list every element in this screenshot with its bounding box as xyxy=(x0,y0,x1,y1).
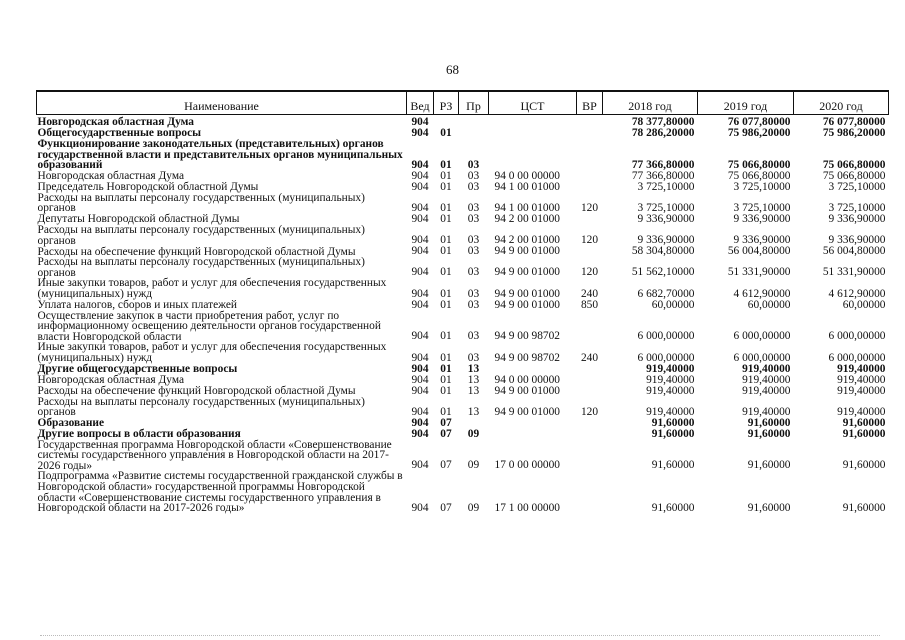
cell-cst: 94 9 00 01000 xyxy=(494,266,560,279)
header-2020: 2020 год xyxy=(794,91,889,115)
cell-cst: 94 9 00 01000 xyxy=(494,287,560,300)
cell-name: Иные закупки товаров, работ и услуг для обеспечения государственных (муниципальных) нужд xyxy=(37,277,387,300)
cell-y2019: 56 004,80000 xyxy=(727,245,791,258)
cell-y2020: 51 331,90000 xyxy=(822,266,886,279)
header-cst: ЦСТ xyxy=(489,91,577,115)
cell-name: Уплата налогов, сборов и иных платежей xyxy=(37,298,237,311)
cell-ved: 904 xyxy=(411,373,429,386)
table-row xyxy=(37,342,889,363)
cell-y2018: 919,40000 xyxy=(646,362,695,375)
cell-y2020: 76 077,80000 xyxy=(822,116,886,128)
cell-cst: 94 2 00 01000 xyxy=(494,234,560,247)
cell-rz: 07 xyxy=(440,459,452,472)
cell-vr xyxy=(577,246,603,257)
cell-cst: 94 9 00 01000 xyxy=(494,384,560,397)
cell-ved: 904 xyxy=(411,158,429,171)
cell-pr: 03 xyxy=(467,298,480,311)
cell-ved: 904 xyxy=(411,245,429,258)
cell-vr xyxy=(577,171,603,182)
cell-y2018: 9 336,90000 xyxy=(637,234,695,247)
cell-y2018: 60,00000 xyxy=(651,298,695,311)
cell-y2020: 75 986,20000 xyxy=(822,127,886,139)
cell-y2019: 6 000,00000 xyxy=(733,351,791,364)
cell-y2018: 919,40000 xyxy=(646,405,695,418)
cell-y2020: 91,60000 xyxy=(842,459,886,472)
cell-rz: 01 xyxy=(440,384,452,397)
cell-y2018: 91,60000 xyxy=(651,427,695,440)
cell-vr xyxy=(577,182,603,193)
cell-y2019: 9 336,90000 xyxy=(733,234,791,247)
cell-ved: 904 xyxy=(411,127,429,139)
cell-y2020: 3 725,10000 xyxy=(828,201,886,214)
cell-ved: 904 xyxy=(411,287,429,300)
header-rz: РЗ xyxy=(434,91,459,115)
cell-rz: 07 xyxy=(440,501,452,514)
table-row xyxy=(37,440,889,472)
table-row xyxy=(37,193,889,214)
cell-y2019: 91,60000 xyxy=(747,459,791,472)
cell-pr: 03 xyxy=(467,234,480,247)
cell-cst: 94 2 00 01000 xyxy=(494,212,560,225)
cell-rz: 01 xyxy=(440,212,452,225)
cell-rz: 01 xyxy=(440,362,452,375)
cell-cst: 94 9 00 01000 xyxy=(494,298,560,311)
cell-y2020: 56 004,80000 xyxy=(822,245,886,258)
cell-pr: 03 xyxy=(467,169,480,182)
cell-y2020: 3 725,10000 xyxy=(828,180,886,193)
cell-vr xyxy=(577,471,603,513)
cell-cst xyxy=(489,364,577,375)
cell-cst: 17 1 00 00000 xyxy=(494,501,560,514)
table-row xyxy=(37,278,889,299)
cell-cst: 94 9 00 98702 xyxy=(494,330,560,343)
header-name: Наименование xyxy=(37,91,407,115)
cell-y2019: 75 066,80000 xyxy=(727,169,791,182)
cell-vr: 120 xyxy=(580,266,599,279)
cell-vr xyxy=(577,375,603,386)
cell-vr: 120 xyxy=(580,201,599,214)
table-row xyxy=(37,364,889,375)
cell-y2020: 9 336,90000 xyxy=(828,212,886,225)
cell-cst xyxy=(489,139,577,171)
cell-y2018: 919,40000 xyxy=(646,373,695,386)
cell-y2018: 3 725,10000 xyxy=(637,201,695,214)
cell-y2020: 91,60000 xyxy=(842,427,886,440)
cell-name: Расходы на обеспечение функций Новгородской областной Думы xyxy=(37,384,356,397)
cell-rz: 01 xyxy=(440,298,452,311)
cell-y2018: 51 562,10000 xyxy=(631,266,695,279)
cell-vr: 120 xyxy=(580,234,599,247)
cell-vr xyxy=(577,128,603,139)
cell-vr xyxy=(577,115,603,129)
cell-vr xyxy=(577,139,603,171)
cell-y2020: 919,40000 xyxy=(837,373,886,386)
cell-name: Депутаты Новгородской областной Думы xyxy=(37,213,240,226)
cell-y2020: 6 000,00000 xyxy=(828,330,886,343)
table-row xyxy=(37,139,889,171)
cell-pr: 09 xyxy=(467,459,480,472)
cell-y2019: 3 725,10000 xyxy=(733,180,791,193)
cell-rz: 01 xyxy=(440,405,452,418)
cell-pr: 03 xyxy=(467,330,480,343)
cell-name: Государственная программа Новгородской области «Совершенствование системы государственного управления в Новгородской области на 2017-2026 годы» xyxy=(37,438,392,472)
cell-cst: 94 9 00 01000 xyxy=(494,405,560,418)
cell-pr: 13 xyxy=(467,362,480,375)
cell-rz: 01 xyxy=(440,180,452,193)
cell-pr xyxy=(459,128,489,139)
cell-cst xyxy=(489,429,577,440)
cell-y2019: 91,60000 xyxy=(747,501,791,514)
cell-name: Расходы на выплаты персоналу государственных (муниципальных) органов xyxy=(37,395,365,419)
table-row xyxy=(37,386,889,397)
cell-pr: 03 xyxy=(467,158,480,171)
table-row xyxy=(37,257,889,278)
cell-rz: 01 xyxy=(440,287,452,300)
cell-pr: 09 xyxy=(467,427,480,440)
cell-y2018: 77 366,80000 xyxy=(631,158,695,171)
budget-table xyxy=(36,90,889,514)
cell-cst: 94 9 00 01000 xyxy=(494,245,560,258)
cell-name: Новгородская областная Дума xyxy=(37,373,185,386)
cell-y2018: 91,60000 xyxy=(651,416,695,429)
cell-name: Другие общегосударственные вопросы xyxy=(37,362,238,375)
cell-pr: 03 xyxy=(467,245,480,258)
cell-rz: 01 xyxy=(440,266,452,279)
cell-y2018: 6 000,00000 xyxy=(637,351,695,364)
page-bottom-edge xyxy=(40,634,880,636)
cell-y2018: 77 366,80000 xyxy=(631,169,695,182)
cell-ved: 904 xyxy=(411,330,429,343)
cell-y2018: 91,60000 xyxy=(651,459,695,472)
cell-y2019: 76 077,80000 xyxy=(727,116,791,128)
cell-y2018: 919,40000 xyxy=(646,384,695,397)
cell-pr: 03 xyxy=(467,287,480,300)
table-row xyxy=(37,397,889,418)
cell-y2020: 919,40000 xyxy=(837,362,886,375)
cell-y2019: 91,60000 xyxy=(747,416,791,429)
cell-y2018: 9 336,90000 xyxy=(637,212,695,225)
cell-cst: 94 0 00 00000 xyxy=(494,169,560,182)
cell-ved: 904 xyxy=(411,459,429,472)
cell-pr: 03 xyxy=(467,351,480,364)
cell-y2018: 78 286,20000 xyxy=(631,127,695,139)
table-body xyxy=(37,115,889,514)
page-number: 68 xyxy=(446,62,459,77)
cell-name: Осуществление закупок в части приобретения работ, услуг по информационному освещению деятельности органов государственной власти Новгородской области xyxy=(37,309,381,343)
cell-name: Новгородская областная Дума xyxy=(37,170,185,183)
cell-name: Расходы на обеспечение функций Новгородской областной Думы xyxy=(37,245,356,258)
cell-cst: 94 9 00 98702 xyxy=(494,351,560,364)
cell-ved: 904 xyxy=(411,501,429,514)
cell-pr: 03 xyxy=(467,201,480,214)
cell-y2019: 4 612,90000 xyxy=(733,287,791,300)
cell-name: Подпрограмма «Развитие системы государственной гражданской службы в Новгородской области» государственной программы Новгородской области «Совершенствование системы государственного управления в Новгородской области на 2017-2026 годы» xyxy=(37,470,403,515)
cell-ved: 904 xyxy=(411,180,429,193)
cell-y2020: 6 000,00000 xyxy=(828,351,886,364)
cell-y2019: 9 336,90000 xyxy=(733,212,791,225)
cell-vr: 120 xyxy=(580,405,599,418)
table-row xyxy=(37,375,889,386)
cell-name: Образование xyxy=(37,417,105,430)
cell-rz: 01 xyxy=(440,169,452,182)
cell-cst xyxy=(489,115,577,129)
cell-ved: 904 xyxy=(411,362,429,375)
cell-ved: 904 xyxy=(411,169,429,182)
cell-name: Расходы на выплаты персоналу государственных (муниципальных) органов xyxy=(37,191,365,215)
cell-pr: 03 xyxy=(467,266,480,279)
cell-y2019: 60,00000 xyxy=(747,298,791,311)
cell-cst: 94 0 00 00000 xyxy=(494,373,560,386)
cell-y2018: 6 682,70000 xyxy=(637,287,695,300)
cell-vr: 240 xyxy=(580,287,599,300)
cell-vr: 240 xyxy=(580,351,599,364)
cell-ved: 904 xyxy=(411,212,429,225)
cell-rz: 01 xyxy=(440,201,452,214)
cell-ved: 904 xyxy=(411,116,429,128)
table-row xyxy=(37,311,889,343)
cell-name: Общегосударственные вопросы xyxy=(37,127,202,140)
cell-y2018: 78 377,80000 xyxy=(631,116,695,128)
header-ved: Вед xyxy=(407,91,434,115)
cell-rz: 01 xyxy=(440,373,452,386)
cell-pr: 13 xyxy=(467,405,480,418)
cell-pr: 03 xyxy=(467,212,480,225)
cell-rz: 07 xyxy=(440,416,452,429)
cell-ved: 904 xyxy=(411,384,429,397)
cell-y2019: 75 986,20000 xyxy=(727,127,791,139)
cell-rz: 07 xyxy=(440,427,452,440)
cell-vr xyxy=(577,214,603,225)
cell-y2019: 91,60000 xyxy=(747,427,791,440)
cell-rz: 01 xyxy=(440,127,452,139)
cell-ved: 904 xyxy=(411,405,429,418)
cell-vr xyxy=(577,440,603,472)
cell-pr: 13 xyxy=(467,373,480,386)
table-row xyxy=(37,225,889,246)
cell-vr xyxy=(577,311,603,343)
cell-name: Председатель Новгородской областной Думы xyxy=(37,181,259,194)
cell-cst: 17 0 00 00000 xyxy=(494,459,560,472)
cell-y2019: 919,40000 xyxy=(742,362,791,375)
cell-y2020: 919,40000 xyxy=(837,384,886,397)
cell-y2020: 75 066,80000 xyxy=(822,158,886,171)
cell-cst xyxy=(489,418,577,429)
cell-ved: 904 xyxy=(411,351,429,364)
cell-pr xyxy=(459,115,489,129)
cell-ved: 904 xyxy=(411,427,429,440)
cell-y2020: 919,40000 xyxy=(837,405,886,418)
cell-rz: 01 xyxy=(440,158,452,171)
cell-vr xyxy=(577,429,603,440)
table-row xyxy=(37,115,889,129)
cell-vr xyxy=(577,386,603,397)
cell-name: Новгородская областная Дума xyxy=(37,116,194,129)
cell-cst: 94 1 00 01000 xyxy=(494,201,560,214)
cell-rz: 01 xyxy=(440,234,452,247)
table-row xyxy=(37,471,889,513)
cell-ved: 904 xyxy=(411,201,429,214)
cell-name: Другие вопросы в области образования xyxy=(37,428,241,441)
cell-rz xyxy=(434,115,459,129)
cell-cst: 94 1 00 01000 xyxy=(494,180,560,193)
cell-pr: 03 xyxy=(467,180,480,193)
cell-ved: 904 xyxy=(411,298,429,311)
cell-name: Расходы на выплаты персоналу государственных (муниципальных) органов xyxy=(37,256,365,279)
cell-rz: 01 xyxy=(440,330,452,343)
cell-name: Функционирование законодательных (представительных) органов государственной власти и представительных органов муниципальных образований xyxy=(37,138,403,172)
cell-rz: 01 xyxy=(440,245,452,258)
table-header xyxy=(37,91,889,115)
cell-vr: 850 xyxy=(580,298,599,311)
cell-y2020: 60,00000 xyxy=(842,298,886,311)
header-2019: 2019 год xyxy=(698,91,794,115)
cell-y2020: 9 336,90000 xyxy=(828,234,886,247)
cell-y2018: 58 304,80000 xyxy=(631,245,695,258)
cell-ved: 904 xyxy=(411,416,429,429)
cell-name: Расходы на выплаты персоналу государственных (муниципальных) органов xyxy=(37,223,365,247)
cell-y2019: 3 725,10000 xyxy=(733,201,791,214)
cell-y2019: 919,40000 xyxy=(742,384,791,397)
cell-cst xyxy=(489,128,577,139)
cell-y2018: 6 000,00000 xyxy=(637,330,695,343)
cell-rz: 01 xyxy=(440,351,452,364)
cell-y2018: 91,60000 xyxy=(651,501,695,514)
cell-pr: 09 xyxy=(467,501,480,514)
header-2018: 2018 год xyxy=(603,91,698,115)
cell-y2019: 919,40000 xyxy=(742,405,791,418)
header-pr: Пр xyxy=(459,91,489,115)
cell-pr: 13 xyxy=(467,384,480,397)
cell-y2018: 3 725,10000 xyxy=(637,180,695,193)
cell-ved: 904 xyxy=(411,266,429,279)
cell-y2019: 6 000,00000 xyxy=(733,330,791,343)
cell-y2020: 91,60000 xyxy=(842,501,886,514)
cell-y2019: 919,40000 xyxy=(742,373,791,386)
table-row xyxy=(37,300,889,311)
header-vr: ВР xyxy=(577,91,603,115)
cell-y2020: 75 066,80000 xyxy=(822,169,886,182)
cell-vr xyxy=(577,364,603,375)
cell-ved: 904 xyxy=(411,234,429,247)
cell-y2020: 4 612,90000 xyxy=(828,287,886,300)
cell-name: Иные закупки товаров, работ и услуг для обеспечения государственных (муниципальных) нужд xyxy=(37,341,387,364)
cell-y2020: 91,60000 xyxy=(842,416,886,429)
cell-y2019: 51 331,90000 xyxy=(727,266,791,279)
cell-vr xyxy=(577,418,603,429)
cell-y2019: 75 066,80000 xyxy=(727,158,791,171)
